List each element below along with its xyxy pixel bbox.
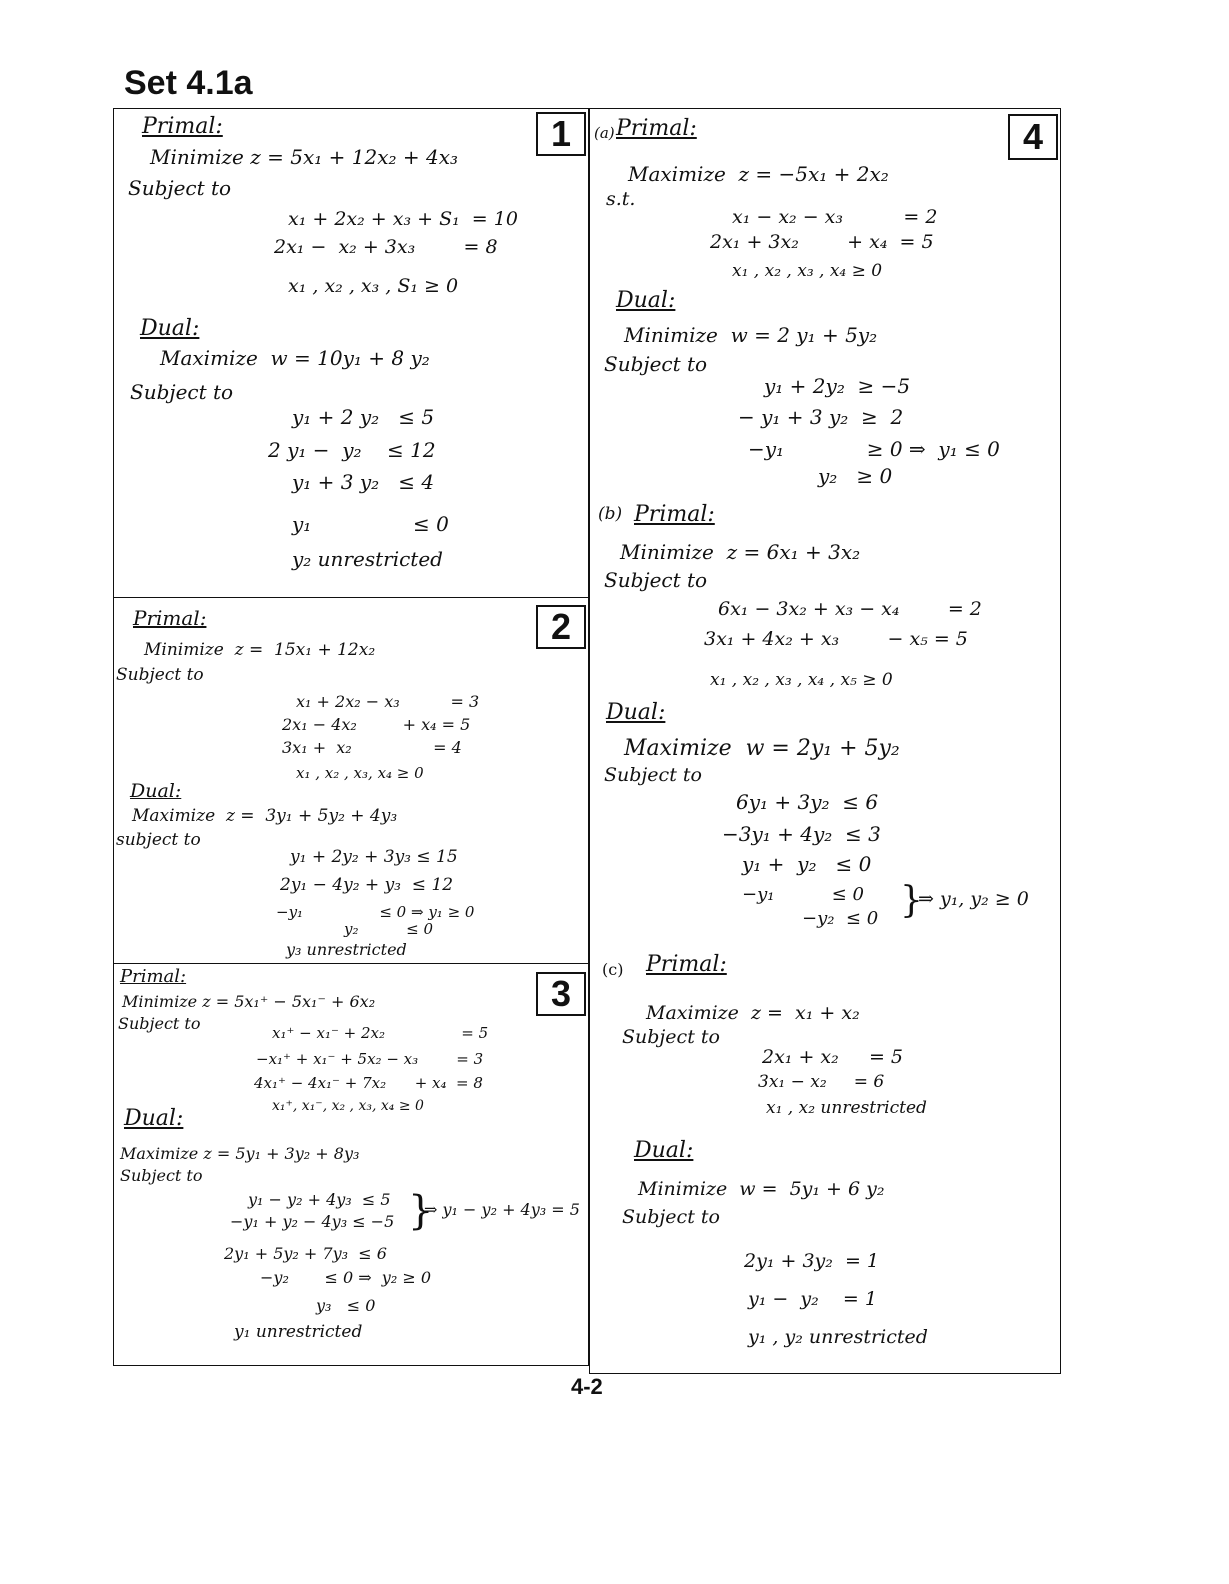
box4-b-dual-brace: } bbox=[900, 880, 923, 921]
box2-dual-constraint-4: y₂ ≤ 0 bbox=[344, 920, 434, 938]
box4-b-nonneg: x₁ , x₂ , x₃ , x₄ , x₅ ≥ 0 bbox=[710, 670, 893, 690]
box1-dual-subject-to: Subject to bbox=[130, 380, 234, 404]
box3-dual-subject-to: Subject to bbox=[120, 1166, 203, 1185]
box4-c-dual-constraint-3: y₁ , y₂ unrestricted bbox=[748, 1326, 928, 1348]
box1-dual-constraint-4: y₁ ≤ 0 bbox=[292, 512, 449, 536]
box1-dual-constraint-2: 2 y₁ − y₂ ≤ 12 bbox=[268, 438, 436, 462]
box2-primal-label: Primal: bbox=[133, 606, 207, 630]
box1-nonneg: x₁ , x₂ , x₃ , S₁ ≥ 0 bbox=[288, 275, 459, 297]
box1-dual-label: Dual: bbox=[140, 316, 200, 341]
box1-constraint-1: x₁ + 2x₂ + x₃ + S₁ = 10 bbox=[288, 208, 518, 230]
box2-dual-label: Dual: bbox=[130, 780, 182, 802]
box4-c-primal-label: Primal: bbox=[646, 952, 727, 977]
box1-dual-constraint-1: y₁ + 2 y₂ ≤ 5 bbox=[292, 405, 435, 429]
box4-c-dual-objective: Minimize w = 5y₁ + 6 y₂ bbox=[638, 1178, 885, 1200]
box4-b-dual-constraint-5: −y₂ ≤ 0 bbox=[802, 908, 879, 929]
box1-number: 1 bbox=[536, 112, 586, 156]
box3-dual-implication: ⇒ y₁ − y₂ + 4y₃ = 5 bbox=[424, 1200, 580, 1219]
box4-objective: Maximize z = −5x₁ + 2x₂ bbox=[628, 162, 889, 186]
divider-box2-box3 bbox=[113, 963, 589, 964]
box4-c-dual-subject-to: Subject to bbox=[622, 1206, 720, 1228]
box4-b-dual-objective: Maximize w = 2y₁ + 5y₂ bbox=[624, 736, 900, 761]
box4-c-subject-to: Subject to bbox=[622, 1026, 720, 1048]
box3-objective: Minimize z = 5x₁⁺ − 5x₁⁻ + 6x₂ bbox=[122, 992, 376, 1011]
box4-part-b: (b) bbox=[598, 504, 623, 524]
box4-number: 4 bbox=[1008, 114, 1058, 160]
box2-dual-constraint-2: 2y₁ − 4y₂ + y₃ ≤ 12 bbox=[280, 875, 454, 895]
box3-dual-constraint-4: −y₂ ≤ 0 ⇒ y₂ ≥ 0 bbox=[260, 1268, 432, 1287]
box4-b-dual-constraint-1: 6y₁ + 3y₂ ≤ 6 bbox=[736, 790, 879, 814]
box2-number: 2 bbox=[536, 605, 586, 649]
box4-b-constraint-1: 6x₁ − 3x₂ + x₃ − x₄ = 2 bbox=[718, 598, 982, 620]
page-title: Set 4.1a bbox=[124, 64, 253, 102]
box4-b-subject-to: Subject to bbox=[604, 568, 708, 592]
box4-c-constraint-2: 3x₁ − x₂ = 6 bbox=[758, 1072, 885, 1092]
box2-objective: Minimize z = 15x₁ + 12x₂ bbox=[144, 640, 376, 660]
box4-dual-subject-to: Subject to bbox=[604, 352, 708, 376]
box4-part-c: (c) bbox=[602, 960, 624, 979]
box4-c-constraint-3: x₁ , x₂ unrestricted bbox=[766, 1098, 927, 1118]
box4-b-dual-constraint-2: −3y₁ + 4y₂ ≤ 3 bbox=[722, 822, 881, 846]
box2-constraint-1: x₁ + 2x₂ − x₃ = 3 bbox=[296, 692, 480, 711]
box1-constraint-2: 2x₁ − x₂ + 3x₃ = 8 bbox=[274, 236, 498, 258]
box1-dual-constraint-5: y₂ unrestricted bbox=[292, 547, 443, 571]
box4-c-constraint-1: 2x₁ + x₂ = 5 bbox=[762, 1046, 903, 1068]
box3-dual-brace: } bbox=[408, 1188, 434, 1234]
box3-primal-label: Primal: bbox=[120, 966, 187, 987]
box3-dual-constraint-3: 2y₁ + 5y₂ + 7y₃ ≤ 6 bbox=[224, 1244, 387, 1263]
box2-nonneg: x₁ , x₂ , x₃, x₄ ≥ 0 bbox=[296, 764, 424, 782]
box3-number: 3 bbox=[536, 972, 586, 1016]
box3-dual-constraint-2: −y₁ + y₂ − 4y₃ ≤ −5 bbox=[230, 1212, 395, 1231]
box4-b-objective: Minimize z = 6x₁ + 3x₂ bbox=[620, 540, 861, 564]
box4-primal-label: Primal: bbox=[616, 116, 697, 141]
box3-constraint-1: x₁⁺ − x₁⁻ + 2x₂ = 5 bbox=[272, 1024, 489, 1042]
box4-b-dual-constraint-4: −y₁ ≤ 0 bbox=[742, 884, 864, 905]
box4-c-dual-constraint-2: y₁ − y₂ = 1 bbox=[748, 1288, 877, 1310]
box4-nonneg: x₁ , x₂ , x₃ , x₄ ≥ 0 bbox=[732, 261, 883, 281]
box1-objective: Minimize z = 5x₁ + 12x₂ + 4x₃ bbox=[150, 145, 458, 169]
box3-constraint-3: 4x₁⁺ − 4x₁⁻ + 7x₂ + x₄ = 8 bbox=[254, 1074, 483, 1092]
box3-dual-constraint-1: y₁ − y₂ + 4y₃ ≤ 5 bbox=[248, 1190, 391, 1209]
divider-box1-box2 bbox=[113, 597, 589, 598]
box4-c-dual-label: Dual: bbox=[634, 1138, 694, 1163]
box1-primal-label: Primal: bbox=[142, 114, 223, 139]
box2-constraint-2: 2x₁ − 4x₂ + x₄ = 5 bbox=[282, 715, 471, 734]
box4-dual-constraint-1: y₁ + 2y₂ ≥ −5 bbox=[764, 374, 911, 398]
box3-nonneg: x₁⁺, x₁⁻, x₂ , x₃, x₄ ≥ 0 bbox=[272, 1098, 424, 1114]
box2-constraint-3: 3x₁ + x₂ = 4 bbox=[282, 738, 462, 757]
box4-b-dual-subject-to: Subject to bbox=[604, 764, 702, 786]
box1-dual-constraint-3: y₁ + 3 y₂ ≤ 4 bbox=[292, 470, 435, 494]
box4-dual-objective: Minimize w = 2 y₁ + 5y₂ bbox=[624, 323, 878, 347]
box4-b-primal-label: Primal: bbox=[634, 502, 715, 527]
box4-dual-constraint-2: − y₁ + 3 y₂ ≥ 2 bbox=[738, 405, 904, 429]
box4-b-dual-implication: ⇒ y₁, y₂ ≥ 0 bbox=[918, 888, 1029, 910]
box3-dual-constraint-5: y₃ ≤ 0 bbox=[316, 1296, 376, 1315]
box4-dual-label: Dual: bbox=[616, 288, 676, 313]
box2-subject-to: Subject to bbox=[116, 665, 204, 685]
box4-b-dual-constraint-3: y₁ + y₂ ≤ 0 bbox=[742, 852, 872, 876]
box4-part-a: (a) bbox=[594, 124, 615, 142]
box4-subject-to: s.t. bbox=[606, 188, 636, 210]
box1-dual-objective: Maximize w = 10y₁ + 8 y₂ bbox=[160, 346, 430, 370]
box3-dual-constraint-6: y₁ unrestricted bbox=[234, 1322, 363, 1342]
box4-dual-constraint-4: y₂ ≥ 0 bbox=[818, 464, 893, 488]
box4-b-constraint-2: 3x₁ + 4x₂ + x₃ − x₅ = 5 bbox=[704, 628, 968, 650]
box2-dual-constraint-3: −y₁ ≤ 0 ⇒ y₁ ≥ 0 bbox=[276, 903, 475, 921]
page-number: 4-2 bbox=[571, 1374, 603, 1399]
box2-dual-subject-to: subject to bbox=[116, 830, 201, 850]
box4-c-dual-constraint-1: 2y₁ + 3y₂ = 1 bbox=[744, 1250, 880, 1272]
box4-constraint-2: 2x₁ + 3x₂ + x₄ = 5 bbox=[710, 231, 934, 253]
box4-dual-constraint-3: −y₁ ≥ 0 ⇒ y₁ ≤ 0 bbox=[748, 437, 1000, 461]
box2-dual-constraint-1: y₁ + 2y₂ + 3y₃ ≤ 15 bbox=[290, 847, 458, 867]
box4-constraint-1: x₁ − x₂ − x₃ = 2 bbox=[732, 206, 938, 228]
box2-dual-constraint-5: y₃ unrestricted bbox=[286, 940, 407, 959]
box3-constraint-2: −x₁⁺ + x₁⁻ + 5x₂ − x₃ = 3 bbox=[256, 1050, 484, 1068]
box1-subject-to: Subject to bbox=[128, 176, 232, 200]
box3-dual-objective: Maximize z = 5y₁ + 3y₂ + 8y₃ bbox=[120, 1144, 360, 1163]
box2-dual-objective: Maximize z = 3y₁ + 5y₂ + 4y₃ bbox=[132, 806, 398, 826]
box4-b-dual-label: Dual: bbox=[606, 700, 666, 725]
box3-subject-to: Subject to bbox=[118, 1014, 201, 1033]
box3-dual-label: Dual: bbox=[124, 1106, 184, 1131]
box4-c-objective: Maximize z = x₁ + x₂ bbox=[646, 1002, 860, 1024]
